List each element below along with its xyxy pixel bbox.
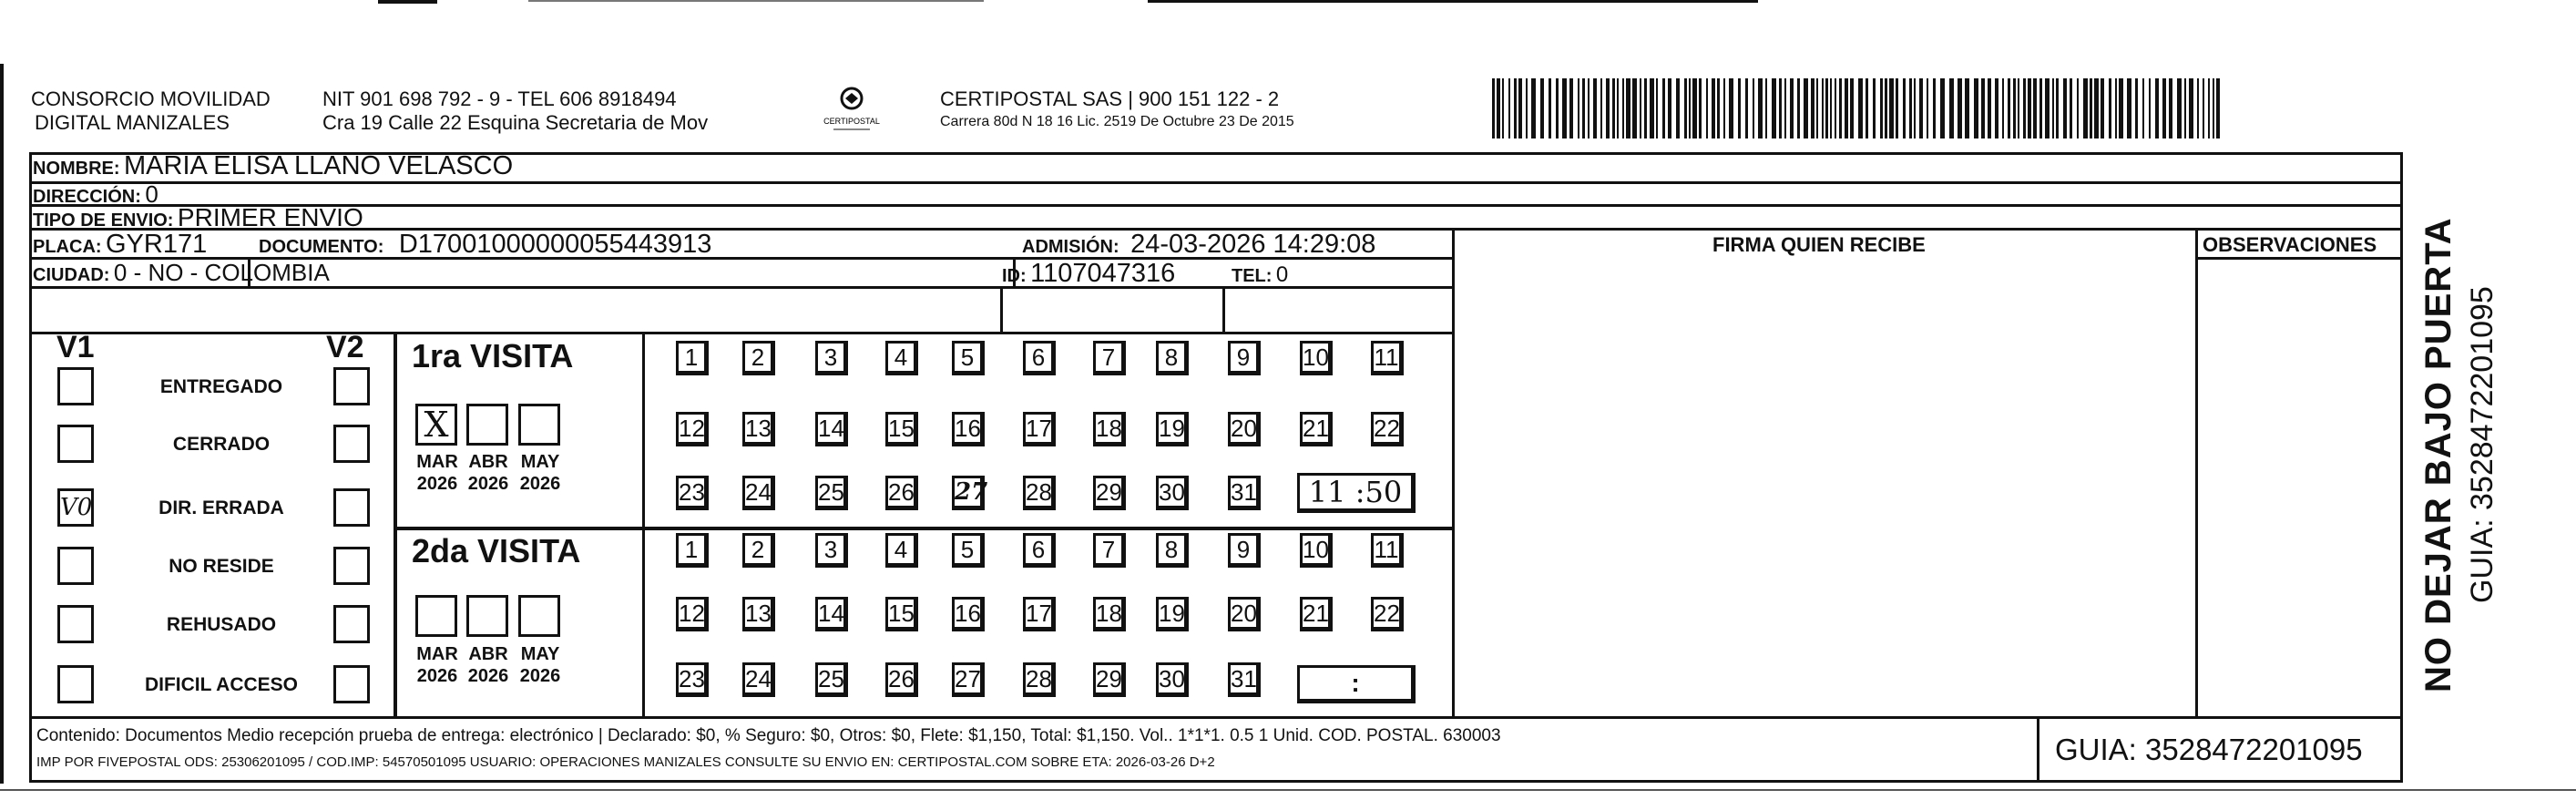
placa-value: GYR171: [106, 230, 208, 259]
first-visit-day-box[interactable]: 8: [1156, 341, 1189, 375]
barcode-bar: [1988, 78, 1991, 138]
month-label: MAY 2026: [519, 644, 561, 686]
second-visit-day-box[interactable]: 18: [1093, 597, 1126, 631]
barcode-bar: [1606, 78, 1610, 138]
barcode-bar: [2023, 78, 2026, 138]
second-visit-day-box[interactable]: 27: [952, 662, 985, 697]
second-visit-month-box[interactable]: [415, 595, 457, 637]
barcode-bar: [1745, 78, 1748, 138]
barcode-bar: [1772, 78, 1776, 138]
barcode-bar: [1835, 78, 1836, 138]
first-visit-day-box[interactable]: 24: [742, 476, 775, 510]
barcode-bar: [2189, 78, 2193, 138]
barcode-bar: [1676, 78, 1680, 138]
barcode-bar: [2101, 78, 2104, 138]
first-visit-day-box[interactable]: 19: [1156, 412, 1189, 446]
barcode-bar: [2162, 78, 2166, 138]
firma-header: FIRMA QUIEN RECIBE: [1712, 233, 1926, 256]
month-label: MAY 2026: [519, 452, 561, 494]
barcode-bar: [1540, 78, 1544, 138]
v1-checkbox[interactable]: [57, 605, 94, 643]
barcode-bar: [2203, 78, 2204, 138]
barcode-bar: [1526, 78, 1528, 138]
second-visit-day-box[interactable]: 30: [1156, 662, 1189, 697]
first-visit-day-box[interactable]: 3: [815, 341, 848, 375]
barcode-bar: [1514, 78, 1517, 138]
barcode-bar: [1662, 78, 1665, 138]
second-visit-month-box[interactable]: [518, 595, 560, 637]
barcode-bar: [1556, 78, 1559, 138]
barcode-bar: [2077, 78, 2079, 138]
barcode-bar: [1531, 78, 1536, 138]
second-visit-day-box[interactable]: 24: [742, 662, 775, 697]
barcode-bar: [1811, 78, 1814, 138]
nombre-row: NOMBRE: MARIA ELISA LLANO VELASCO: [33, 151, 514, 180]
barcode-bar: [1949, 78, 1954, 138]
second-visit-day-box[interactable]: 15: [885, 597, 918, 631]
first-visit-day-box[interactable]: 4: [885, 341, 918, 375]
second-visit-day-box[interactable]: 11: [1371, 533, 1404, 568]
scan-mark: [0, 789, 2576, 791]
first-visit-day-box[interactable]: 17: [1023, 412, 1056, 446]
first-visit-time[interactable]: 11 :50: [1297, 473, 1416, 513]
month-label: ABR 2026: [467, 452, 509, 494]
barcode-bar: [1765, 78, 1767, 138]
barcode-bar: [2127, 78, 2131, 138]
second-visit-day-box[interactable]: 29: [1093, 662, 1126, 697]
first-visit-day-box[interactable]: 15: [885, 412, 918, 446]
first-visit-day-box[interactable]: 29: [1093, 476, 1126, 510]
id-value: 1107047316: [1030, 259, 1176, 288]
barcode-bar: [1706, 78, 1708, 138]
barcode-bar: [1640, 78, 1641, 138]
first-visit-day-box[interactable]: 27: [952, 476, 985, 510]
second-visit-day-box[interactable]: 5: [952, 533, 985, 568]
tipo-envio-value: PRIMER ENVIO: [177, 203, 363, 231]
barcode-bar: [1668, 78, 1671, 138]
barcode-bar: [1889, 78, 1894, 138]
id-row: ID: 1107047316: [1002, 259, 1176, 288]
barcode-bar: [2142, 78, 2144, 138]
barcode-bar: [1974, 78, 1978, 138]
second-visit-day-box[interactable]: 17: [1023, 597, 1056, 631]
barcode-bar: [1600, 78, 1602, 138]
second-visit-day-box[interactable]: 4: [885, 533, 918, 568]
barcode-bar: [1804, 78, 1808, 138]
no-dejar-bajo-puerta: NO DEJAR BAJO PUERTA: [2418, 217, 2458, 692]
second-visit-day-box[interactable]: 2: [742, 533, 775, 568]
barcode-bar: [1758, 78, 1763, 138]
second-visit-day-box[interactable]: 10: [1300, 533, 1333, 568]
second-visit-time[interactable]: :: [1297, 665, 1416, 703]
barcode-bar: [2033, 78, 2037, 138]
month-check-mark: X: [424, 405, 449, 445]
status-label: NO RESIDE: [169, 556, 274, 577]
barcode-bar: [1909, 78, 1912, 138]
barcode-bar: [2169, 78, 2172, 138]
barcode-bar: [1873, 78, 1876, 138]
barcode-bar: [2090, 78, 2092, 138]
barcode-bar: [1850, 78, 1854, 138]
first-visit-month-box[interactable]: [518, 404, 560, 446]
barcode-bar: [1858, 78, 1863, 138]
barcode-bar: [1632, 78, 1637, 138]
v1-handwritten-mark: V0: [60, 494, 93, 521]
tipo-envio-row: TIPO DE ENVIO: PRIMER ENVIO: [33, 203, 363, 231]
barcode-bar: [1933, 78, 1936, 138]
second-visit-day-box[interactable]: 8: [1156, 533, 1189, 568]
barcode-bar: [1866, 78, 1868, 138]
second-visit-day-box[interactable]: 9: [1228, 533, 1261, 568]
second-visit-day-box[interactable]: 22: [1371, 597, 1404, 631]
status-label: DIFICIL ACCESO: [144, 674, 298, 695]
v2-checkbox[interactable]: [333, 488, 370, 527]
barcode-bar: [1650, 78, 1654, 138]
observations-area[interactable]: [2199, 261, 2399, 714]
first-visit-day-box[interactable]: 13: [742, 412, 775, 446]
barcode-bar: [2115, 78, 2117, 138]
barcode-bar: [2135, 78, 2138, 138]
scan-mark: [528, 0, 984, 2]
second-visit-day-box[interactable]: 23: [676, 662, 709, 697]
month-label: MAR 2026: [416, 452, 458, 494]
v1-checkbox[interactable]: [57, 488, 94, 527]
second-visit-day-box[interactable]: 3: [815, 533, 848, 568]
documento-value: D17001000000055443913: [398, 230, 712, 259]
status-label: DIR. ERRADA: [158, 497, 284, 518]
barcode-bar: [1738, 78, 1741, 138]
second-visit-day-box[interactable]: 14: [815, 597, 848, 631]
v2-header: V2: [326, 330, 364, 364]
observaciones-header: OBSERVACIONES: [2203, 233, 2377, 256]
barcode-bar: [1508, 78, 1510, 138]
v2-checkbox[interactable]: [333, 547, 370, 585]
second-visit-title: 2da VISITA: [412, 532, 581, 569]
first-visit-day-box[interactable]: 18: [1093, 412, 1126, 446]
scan-mark: [378, 0, 437, 4]
barcode-bar: [1578, 78, 1579, 138]
footer-print-info: IMP POR FIVEPOSTAL ODS: 25306201095 / COD.IMP: 54570501095 USUARIO: OPERACIONES MANIZALES CONSULTE SU ENVIO EN: CERTIPOSTAL.COM SOBRE ETA: 2026-03-26 D+2: [36, 754, 1215, 770]
barcode-bar: [1896, 78, 1898, 138]
barcode-bar: [2002, 78, 2004, 138]
barcode-bar: [2083, 78, 2088, 138]
barcode-bar: [1622, 78, 1624, 138]
barcode-bar: [2109, 78, 2111, 138]
first-visit-day-box[interactable]: 21: [1300, 412, 1333, 446]
second-visit-day-box[interactable]: 7: [1093, 533, 1126, 568]
barcode-bar: [1995, 78, 1998, 138]
barcode-bar: [1880, 78, 1883, 138]
first-visit-day-box[interactable]: 23: [676, 476, 709, 510]
admision-value: 24-03-2026 14:29:08: [1130, 230, 1376, 259]
second-visit-day-box[interactable]: 25: [815, 662, 848, 697]
barcode-bar: [1903, 78, 1906, 138]
left-edge-mark: [0, 64, 4, 784]
certipostal-info: CERTIPOSTAL SAS | 900 151 122 - 2 Carrera 80d N 18 16 Lic. 2519 De Octubre 23 De 2015: [940, 87, 1294, 129]
barcode-bar: [1644, 78, 1647, 138]
barcode-bar: [1779, 78, 1782, 138]
barcode-bar: [2216, 78, 2220, 138]
nombre-value: MARIA ELISA LLANO VELASCO: [124, 151, 514, 180]
barcode-bar: [1712, 78, 1715, 138]
first-visit-day-box[interactable]: 25: [815, 476, 848, 510]
second-visit-day-box[interactable]: 16: [952, 597, 985, 631]
scan-mark: [1148, 0, 1758, 3]
barcode-bar: [2177, 78, 2182, 138]
barcode-bar: [1626, 78, 1630, 138]
barcode-bar: [1502, 78, 1504, 138]
barcode-bar: [1965, 78, 1969, 138]
barcode-bar: [2013, 78, 2016, 138]
first-visit-day-box[interactable]: 6: [1023, 341, 1056, 375]
barcode-bar: [1549, 78, 1551, 138]
barcode-bar: [1612, 78, 1615, 138]
status-label: CERRADO: [172, 434, 271, 455]
signature-area[interactable]: [1456, 261, 2193, 714]
barcode-bar: [2119, 78, 2123, 138]
first-visit-month-box[interactable]: [466, 404, 508, 446]
first-visit-day-box[interactable]: 20: [1228, 412, 1261, 446]
placa-row: PLACA: GYR171: [33, 230, 208, 259]
barcode-bar: [1723, 78, 1725, 138]
barcode-bar: [1729, 78, 1733, 138]
direccion-value: 0: [145, 180, 158, 208]
status-label: ENTREGADO: [159, 376, 283, 397]
barcode-bar: [1699, 78, 1702, 138]
barcode-bar: [2052, 78, 2054, 138]
barcode-bar: [2184, 78, 2186, 138]
side-guia: GUIA: 3528472201095: [2465, 286, 2499, 603]
barcode-bar: [2208, 78, 2210, 138]
barcode-bar: [2063, 78, 2067, 138]
ciudad-value: 0 - NO - COLOMBIA: [113, 259, 330, 286]
barcode-bar: [2056, 78, 2059, 138]
v2-checkbox[interactable]: [333, 605, 370, 643]
barcode-bar: [1582, 78, 1585, 138]
first-visit-day-box[interactable]: 31: [1228, 476, 1261, 510]
barcode-bar: [2018, 78, 2019, 138]
barcode-bar: [1790, 78, 1794, 138]
first-visit-day-box[interactable]: 1: [676, 341, 709, 375]
barcode-bar: [1784, 78, 1786, 138]
barcode-bar: [1885, 78, 1887, 138]
barcode-bar: [1588, 78, 1590, 138]
v1-header: V1: [56, 330, 95, 364]
barcode-bar: [1684, 78, 1687, 138]
first-visit-day-box[interactable]: 28: [1023, 476, 1056, 510]
barcode-bar: [1919, 78, 1923, 138]
barcode-bar: [1839, 78, 1842, 138]
barcode-bar: [1656, 78, 1658, 138]
barcode-bar: [2028, 78, 2031, 138]
barcode-bar: [1717, 78, 1720, 138]
barcode: [1492, 78, 2223, 138]
second-visit-day-box[interactable]: 31: [1228, 662, 1261, 697]
barcode-bar: [1940, 78, 1945, 138]
v1-checkbox[interactable]: [57, 425, 94, 463]
first-visit-day-box[interactable]: 11: [1371, 341, 1404, 375]
barcode-bar: [1958, 78, 1962, 138]
barcode-bar: [2149, 78, 2151, 138]
barcode-bar: [2008, 78, 2010, 138]
footer-content: Contenido: Documentos Medio recepción prueba de entrega: electrónico | Declarado: $0, % Seguro: $0, Otros: $0, Flete: $1,150, Total: $1,150. Vol.. 1*1*1. 0.5 1 Unid. COD. POSTAL. 630003: [36, 726, 1501, 745]
v1-checkbox[interactable]: [57, 367, 94, 405]
barcode-bar: [1753, 78, 1754, 138]
barcode-bar: [2045, 78, 2050, 138]
barcode-bar: [2070, 78, 2072, 138]
second-visit-day-box[interactable]: 12: [676, 597, 709, 631]
company-name: CONSORCIO MOVILIDAD DIGITAL MANIZALES: [31, 87, 271, 134]
second-visit-day-box[interactable]: 26: [885, 662, 918, 697]
first-visit-day-box[interactable]: 7: [1093, 341, 1126, 375]
v1-checkbox[interactable]: [57, 547, 94, 585]
month-label: MAR 2026: [416, 644, 458, 686]
barcode-bar: [2213, 78, 2214, 138]
second-visit-day-box[interactable]: 6: [1023, 533, 1056, 568]
status-label: REHUSADO: [166, 614, 277, 635]
v1-checkbox[interactable]: [57, 665, 94, 703]
barcode-bar: [1825, 78, 1828, 138]
first-visit-day-box[interactable]: 30: [1156, 476, 1189, 510]
barcode-bar: [1492, 78, 1495, 138]
documento-row: DOCUMENTO: D17001000000055443913: [259, 230, 712, 259]
tel-row: TEL: 0: [1232, 262, 1289, 287]
company-nit: NIT 901 698 792 - 9 - TEL 606 8918494 Cra 19 Calle 22 Esquina Secretaria de Mov: [322, 87, 709, 134]
barcode-bar: [2039, 78, 2042, 138]
barcode-bar: [1797, 78, 1800, 138]
second-visit-day-box[interactable]: 28: [1023, 662, 1056, 697]
barcode-bar: [1593, 78, 1597, 138]
v2-checkbox[interactable]: [333, 425, 370, 463]
first-visit-day-box[interactable]: 22: [1371, 412, 1404, 446]
barcode-bar: [1981, 78, 1985, 138]
barcode-bar: [2094, 78, 2099, 138]
first-visit-day-box[interactable]: 2: [742, 341, 775, 375]
barcode-bar: [2155, 78, 2159, 138]
admision-row: ADMISIÓN: 24-03-2026 14:29:08: [1022, 230, 1376, 259]
tel-value: 0: [1275, 262, 1289, 287]
second-visit-day-box[interactable]: 13: [742, 597, 775, 631]
first-visit-day-box[interactable]: 5: [952, 341, 985, 375]
barcode-bar: [1927, 78, 1928, 138]
barcode-bar: [1914, 78, 1916, 138]
v2-checkbox[interactable]: [333, 367, 370, 405]
barcode-bar: [1692, 78, 1697, 138]
barcode-bar: [1689, 78, 1691, 138]
direccion-row: DIRECCIÓN: 0: [33, 180, 158, 208]
first-visit-day-box[interactable]: 9: [1228, 341, 1261, 375]
barcode-bar: [1518, 78, 1522, 138]
first-visit-day-box[interactable]: 16: [952, 412, 985, 446]
certipostal-logo: [811, 82, 893, 137]
v2-checkbox[interactable]: [333, 665, 370, 703]
barcode-bar: [2197, 78, 2199, 138]
svg-text:CERTIPOSTAL: CERTIPOSTAL: [823, 117, 880, 126]
second-visit-day-box[interactable]: 1: [676, 533, 709, 568]
first-visit-day-box[interactable]: 14: [815, 412, 848, 446]
barcode-bar: [1830, 78, 1832, 138]
second-visit-month-box[interactable]: [466, 595, 508, 637]
month-label: ABR 2026: [467, 644, 509, 686]
second-visit-day-box[interactable]: 19: [1156, 597, 1189, 631]
barcode-bar: [1569, 78, 1573, 138]
ciudad-row: CIUDAD: 0 - NO - COLOMBIA: [33, 259, 330, 286]
barcode-bar: [1617, 78, 1619, 138]
footer-guia: GUIA: 3528472201095: [2055, 733, 2363, 766]
barcode-bar: [1562, 78, 1567, 138]
first-visit-month-box[interactable]: [415, 404, 457, 446]
first-visit-title: 1ra VISITA: [412, 337, 574, 374]
barcode-bar: [1816, 78, 1818, 138]
first-visit-day-box[interactable]: 26: [885, 476, 918, 510]
barcode-bar: [1822, 78, 1824, 138]
first-visit-day-box[interactable]: 10: [1300, 341, 1333, 375]
second-visit-day-box[interactable]: 21: [1300, 597, 1333, 631]
first-visit-day-box[interactable]: 12: [676, 412, 709, 446]
barcode-bar: [1497, 78, 1500, 138]
barcode-bar: [1845, 78, 1848, 138]
second-visit-day-box[interactable]: 20: [1228, 597, 1261, 631]
